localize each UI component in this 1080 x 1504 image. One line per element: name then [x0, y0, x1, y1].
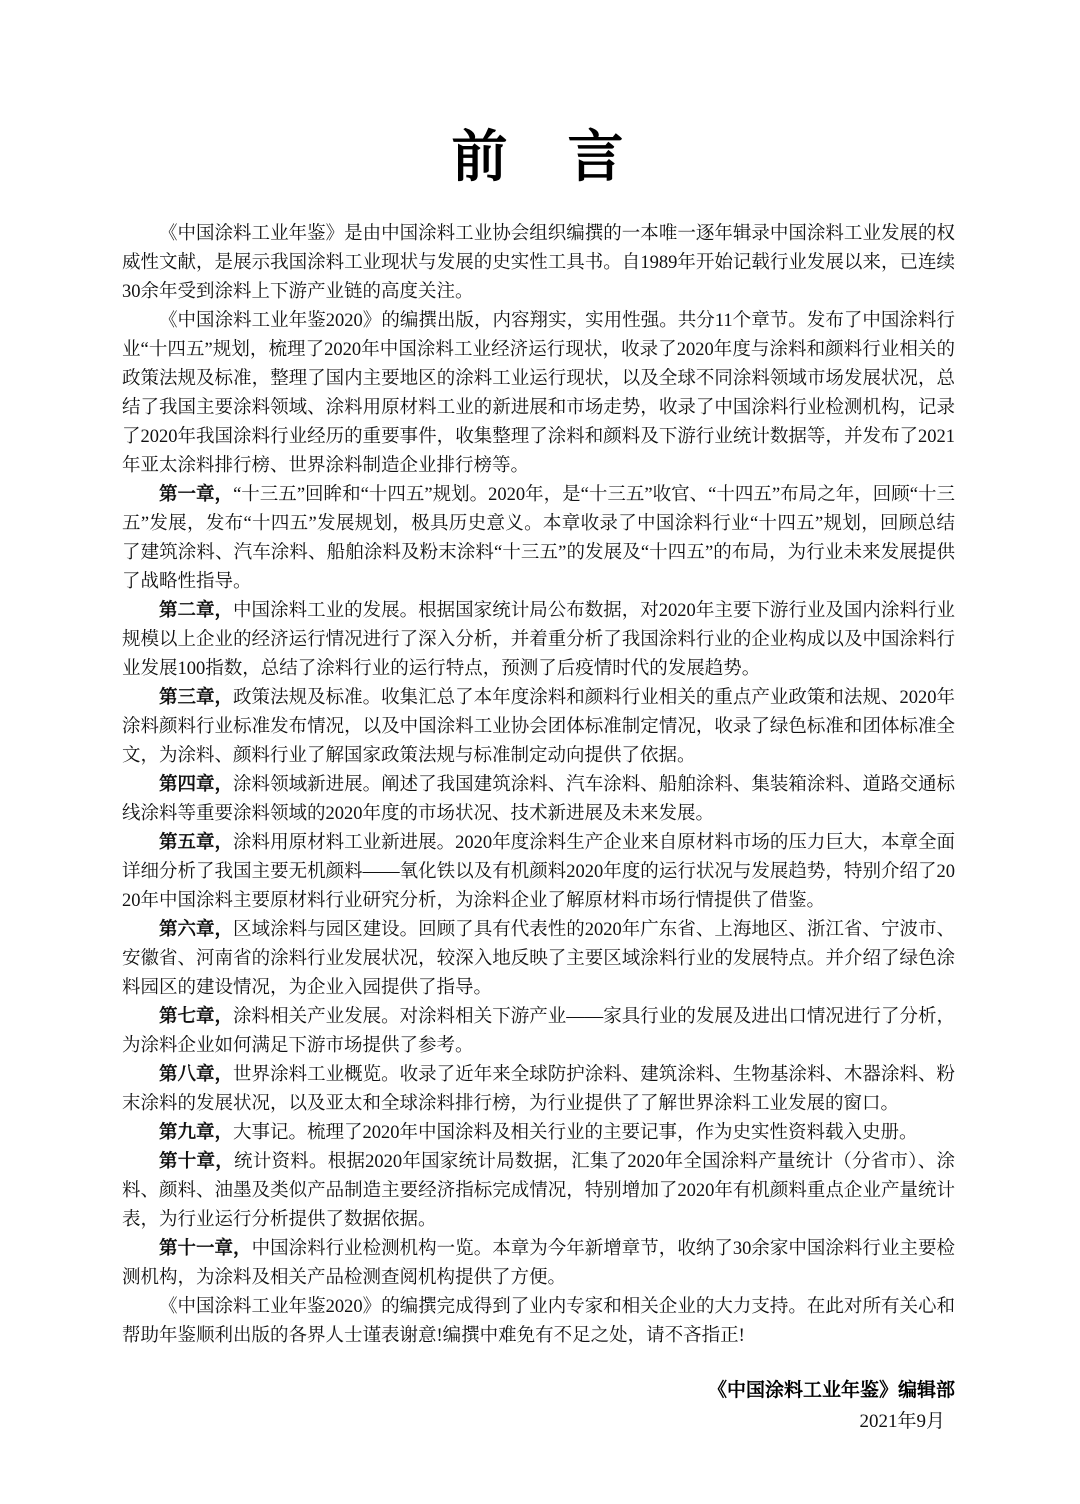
chapter-9-paragraph [122, 1119, 955, 1148]
chapter-8-paragraph [122, 1061, 955, 1119]
chapter-lead: 第一章， [159, 485, 234, 505]
intro-paragraph [122, 220, 955, 307]
intro-paragraph [122, 307, 955, 481]
chapter-2-paragraph [122, 597, 955, 684]
chapter-lead: 第四章， [159, 775, 234, 795]
paragraph-text: 《中国涂料工业年鉴2020》的编撰出版，内容翔实，实用性强。共分11个章节。发布了中国涂料行业“十四五”规划，梳理了2020年中国涂料工业经济运行现状，收录了2020年度与涂料和颜料行业相关的政策法规及标准，整理了国内主要地区的涂料工业运行现状，以及全球不同涂料领域市场发展状况，总结了我国主要涂料领域、涂料用原材料工业的新进展和市场走势，收录了中国涂料行业检测机构，记录了2020年我国涂料行业经历的重要事件，收集整理了涂料和颜料及下游行业统计数据等，并发布了2021年亚太涂料排行榜、世界涂料制造企业排行榜等。 [122, 311, 955, 476]
chapter-11-paragraph [122, 1235, 955, 1293]
chapter-1-paragraph [122, 481, 955, 597]
closing-paragraph [122, 1293, 955, 1351]
chapter-lead: 第七章， [159, 1007, 234, 1027]
chapter-6-paragraph [122, 916, 955, 1003]
paragraph-text: “十三五”回眸和“十四五”规划。2020年，是“十三五”收官、“十四五”布局之年，回顾“十三五”发展，发布“十四五”发展规划，极具历史意义。本章收录了中国涂料行业“十四五”规划，回顾总结了建筑涂料、汽车涂料、船舶涂料及粉末涂料“十三五”的发展及“十四五”的布局，为行业未来发展提供了战略性指导。 [122, 485, 955, 592]
paragraph-text: 中国涂料行业检测机构一览。本章为今年新增章节，收纳了30余家中国涂料行业主要检测机构，为涂料及相关产品检测查阅机构提供了方便。 [122, 1239, 955, 1288]
signature-block [122, 1375, 955, 1437]
chapter-lead: 第五章， [159, 833, 234, 853]
chapter-lead: 第六章， [159, 920, 234, 940]
paragraph-text: 《中国涂料工业年鉴2020》的编撰完成得到了业内专家和相关企业的大力支持。在此对所有关心和帮助年鉴顺利出版的各界人士谨表谢意!编撰中难免有不足之处，请不吝指正! [122, 1297, 955, 1346]
paragraph-text: 政策法规及标准。收集汇总了本年度涂料和颜料行业相关的重点产业政策和法规、2020年涂料颜料行业标准发布情况，以及中国涂料工业协会团体标准制定情况，收录了绿色标准和团体标准全文，为涂料、颜料行业了解国家政策法规与标准制定动向提供了依据。 [122, 688, 955, 766]
chapter-lead: 第二章， [159, 601, 234, 621]
page-title: 前 言 [451, 125, 626, 188]
paragraph-text: 涂料相关产业发展。对涂料相关下游产业——家具行业的发展及进出口情况进行了分析，为涂料企业如何满足下游市场提供了参考。 [122, 1007, 955, 1056]
paragraph-text: 世界涂料工业概览。收录了近年来全球防护涂料、建筑涂料、生物基涂料、木器涂料、粉末涂料的发展状况，以及亚太和全球涂料排行榜，为行业提供了了解世界涂料工业发展的窗口。 [122, 1065, 955, 1114]
chapter-lead: 第十章， [159, 1152, 234, 1172]
paragraph-text: 涂料用原材料工业新进展。2020年度涂料生产企业来自原材料市场的压力巨大，本章全面详细分析了我国主要无机颜料——氧化铁以及有机颜料2020年度的运行状况与发展趋势，特别介绍了2020年中国涂料主要原材料行业研究分析，为涂料企业了解原材料市场行情提供了借鉴。 [122, 833, 955, 911]
chapter-4-paragraph [122, 771, 955, 829]
paragraph-text: 区域涂料与园区建设。回顾了具有代表性的2020年广东省、上海地区、浙江省、宁波市、安徽省、河南省的涂料行业发展状况，较深入地反映了主要区域涂料行业的发展特点。并介绍了绿色涂料园区的建设情况，为企业入园提供了指导。 [122, 920, 955, 998]
paragraph-text: 中国涂料工业的发展。根据国家统计局公布数据，对2020年主要下游行业及国内涂料行业规模以上企业的经济运行情况进行了深入分析，并着重分析了我国涂料行业的企业构成以及中国涂料行业发展100指数，总结了涂料行业的运行特点，预测了后疫情时代的发展趋势。 [122, 601, 955, 679]
chapter-5-paragraph [122, 829, 955, 916]
paragraph-text: 涂料领域新进展。阐述了我国建筑涂料、汽车涂料、船舶涂料、集装箱涂料、道路交通标线涂料等重要涂料领域的2020年度的市场状况、技术新进展及未来发展。 [122, 775, 955, 824]
paragraph-text: 统计资料。根据2020年国家统计局数据，汇集了2020年全国涂料产量统计（分省市）、涂料、颜料、油墨及类似产品制造主要经济指标完成情况，特别增加了2020年有机颜料重点企业产量统计表，为行业运行分析提供了数据依据。 [122, 1152, 955, 1230]
chapter-3-paragraph [122, 684, 955, 771]
chapter-lead: 第九章， [159, 1123, 234, 1143]
chapter-10-paragraph [122, 1148, 955, 1235]
chapter-lead: 第八章， [159, 1065, 234, 1085]
preface-body [122, 220, 955, 1351]
chapter-7-paragraph [122, 1003, 955, 1061]
chapter-lead: 第十一章， [159, 1239, 252, 1259]
paragraph-text: 《中国涂料工业年鉴》是由中国涂料工业协会组织编撰的一本唯一逐年辑录中国涂料工业发展的权威性文献，是展示我国涂料工业现状与发展的史实性工具书。自1989年开始记载行业发展以来，已连续30余年受到涂料上下游产业链的高度关注。 [122, 224, 955, 302]
paragraph-text: 大事记。梳理了2020年中国涂料及相关行业的主要记事，作为史实性资料载入史册。 [233, 1123, 918, 1143]
publication-date: 2021年9月 [859, 1411, 945, 1432]
chapter-lead: 第三章， [159, 688, 234, 708]
editorial-signature: 《中国涂料工业年鉴》编辑部 [707, 1380, 955, 1401]
